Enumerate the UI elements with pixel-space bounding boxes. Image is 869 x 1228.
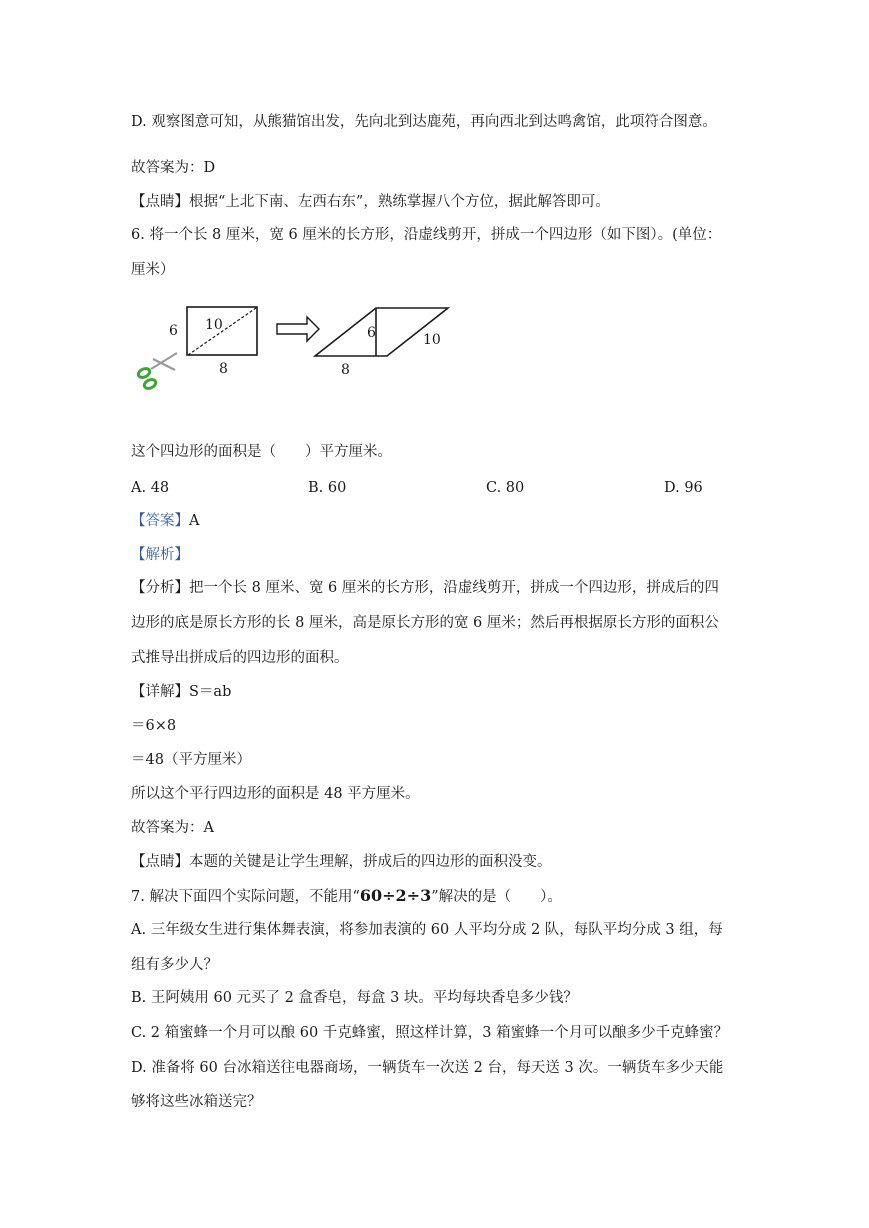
- q7-suffix: ”解决的是（ ）。: [431, 889, 562, 905]
- rect-width-label: 6: [169, 323, 178, 339]
- q7-option-a-cont: 组有多少人？: [131, 957, 218, 973]
- answer-value: A: [189, 513, 200, 529]
- analysis-tag: 【解析】: [131, 547, 189, 563]
- rect-length-label: 8: [219, 361, 228, 377]
- option-d: D. 96: [664, 480, 703, 496]
- q7-option-c: C. 2 箱蜜蜂一个月可以酿 60 千克蜂蜜，照这样计算，3 箱蜜蜂一个月可以酿多少千克蜂蜜？: [131, 1025, 729, 1041]
- q7-option-a: A. 三年级女生进行集体舞表演，将参加表演的 60 人平均分成 2 队，每队平均分成 3 组，每: [131, 922, 723, 938]
- q7-option-b: B. 王阿姨用 60 元买了 2 盒香皂，每盒 3 块。平均每块香皂多少钱？: [131, 990, 578, 1006]
- answer-tag: 【答案】: [131, 513, 189, 529]
- q7-option-d-cont: 够将这些冰箱送完？: [131, 1094, 262, 1110]
- analysis-line: 边形的底是原长方形的长 8 厘米，高是原长方形的宽 6 厘米；然后再根据原长方形的面积公: [131, 615, 719, 631]
- text-line: D. 观察图意可知，从熊猫馆出发，先向北到达鹿苑，再向西北到达鸣禽馆，此项符合图意。: [131, 114, 717, 130]
- q7-option-d: D. 准备将 60 台冰箱送往电器商场，一辆货车一次送 2 台，每天送 3 次。一辆货车多少天能: [131, 1060, 724, 1076]
- q6-figure-svg: [131, 296, 461, 396]
- arrow-shape: [277, 317, 319, 341]
- analysis-line: 式推导出拼成后的四边形的面积。: [131, 650, 349, 666]
- analysis-line: 【分析】把一个长 8 厘米、宽 6 厘米的长方形，沿虚线剪开，拼成一个四边形，拼成后的四: [131, 580, 719, 596]
- option-a: A. 48: [131, 480, 170, 496]
- detail-line: ＝48（平方厘米）: [131, 752, 251, 768]
- option-c: C. 80: [486, 480, 525, 496]
- text-line: 故答案为：D: [131, 160, 216, 176]
- option-b: B. 60: [308, 480, 347, 496]
- question-7-line: [131, 886, 562, 907]
- q7-prefix: 7. 解决下面四个实际问题，不能用“: [131, 889, 360, 905]
- question-6-prompt: 这个四边形的面积是（ ）平方厘米。: [131, 444, 392, 460]
- question-6-line: 厘米）: [131, 262, 175, 278]
- detail-line: ＝6×8: [131, 718, 177, 734]
- rect-diagonal-label: 10: [205, 317, 223, 333]
- q7-expression: 60÷2÷3: [359, 886, 432, 905]
- para-side-label: 10: [423, 332, 441, 348]
- conclusion-line: 所以这个平行四边形的面积是 48 平方厘米。: [131, 786, 420, 802]
- final-answer-line: 故答案为：A: [131, 820, 214, 836]
- comment-line: 【点睛】本题的关键是让学生理解，拼成后的四边形的面积没变。: [131, 854, 552, 870]
- q6-figure: [131, 296, 461, 396]
- question-6-line: 6. 将一个长 8 厘米，宽 6 厘米的长方形，沿虚线剪开，拼成一个四边形（如下图）。(单位：: [131, 227, 722, 243]
- scissors-icon: [137, 353, 177, 390]
- para-base-label: 8: [341, 362, 350, 378]
- detail-line: 【详解】S＝ab: [131, 684, 232, 700]
- para-height-label: 6: [367, 325, 376, 341]
- text-line: 【点睛】根据“上北下南、左西右东”，熟练掌握八个方位，据此解答即可。: [131, 194, 610, 210]
- answer-line: [131, 511, 199, 531]
